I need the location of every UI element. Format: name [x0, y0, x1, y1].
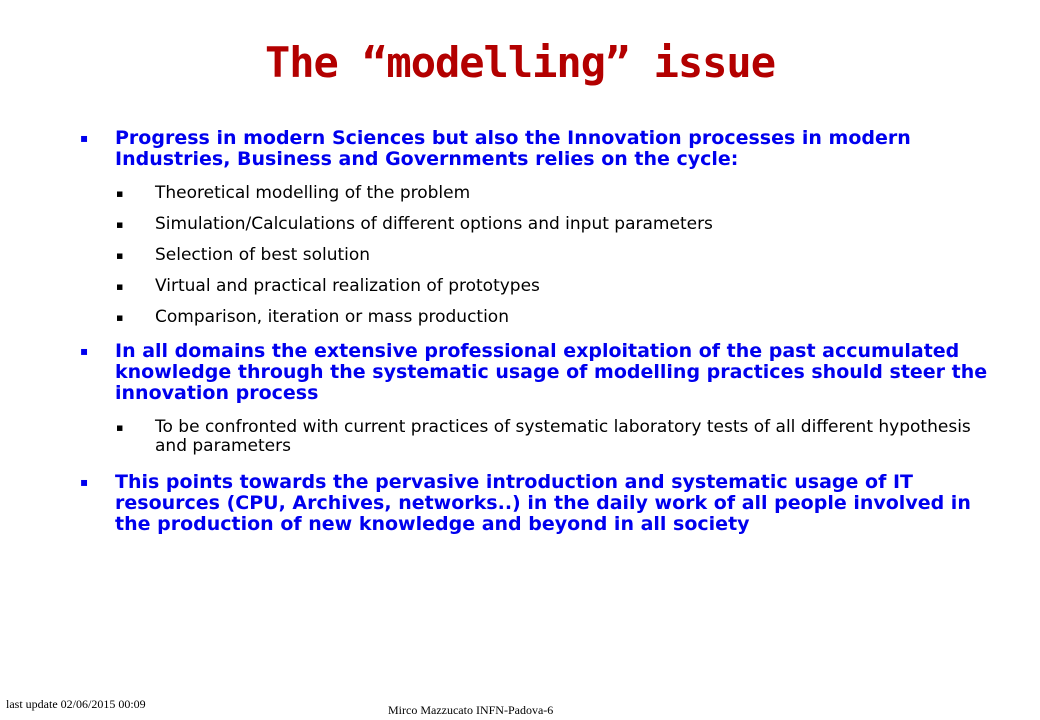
square-bullet-icon: ▪: [116, 280, 124, 293]
slide-content: [78, 128, 993, 543]
sub-bullet-text: Simulation/Calculations of different options and input parameters: [155, 214, 713, 234]
main-bullet-1: [78, 128, 993, 170]
main-bullet-text: This points towards the pervasive introduction and systematic usage of IT resources (CPU, Archives, networks..) in the daily work of all people involved in the production of new knowledge and beyond in all society: [115, 471, 971, 535]
square-bullet-icon: ▪: [80, 475, 89, 489]
square-bullet-icon: ▪: [116, 249, 124, 262]
main-bullet-2: [78, 341, 993, 404]
square-bullet-icon: ▪: [116, 218, 124, 231]
sub-bullet: [116, 215, 993, 234]
sub-bullet-text: To be confronted with current practices of systematic laboratory tests of all different hypothesis and parameters: [155, 417, 971, 456]
sub-bullet: [116, 277, 993, 296]
main-bullet-text: In all domains the extensive professional exploitation of the past accumulated knowledge through the systematic usage of modelling practices should steer the innovation process: [115, 340, 988, 404]
sub-bullet: [116, 184, 993, 203]
footer-author: Mirco Mazzucato INFN-Padova-6: [388, 703, 554, 717]
square-bullet-icon: ▪: [80, 344, 89, 358]
sub-bullet: [116, 418, 993, 456]
square-bullet-icon: ▪: [80, 131, 89, 145]
sub-bullet-text: Selection of best solution: [155, 245, 371, 265]
square-bullet-icon: ▪: [116, 187, 124, 200]
square-bullet-icon: ▪: [116, 311, 124, 324]
slide-title: The “modelling” issue: [264, 38, 775, 87]
sub-bullet-text: Comparison, iteration or mass production: [155, 307, 509, 327]
square-bullet-icon: ▪: [116, 421, 124, 434]
sub-bullet: [116, 308, 993, 327]
sub-bullet: [116, 246, 993, 265]
sub-bullet-text: Theoretical modelling of the problem: [155, 183, 471, 203]
footer-last-update: last update 02/06/2015 00:09: [6, 697, 146, 711]
main-bullet-text: Progress in modern Sciences but also the Innovation processes in modern Industries, Business and Governments relies on the cycle:: [115, 127, 911, 170]
main-bullet-3: [78, 472, 993, 535]
sub-bullet-text: Virtual and practical realization of prototypes: [155, 276, 540, 296]
